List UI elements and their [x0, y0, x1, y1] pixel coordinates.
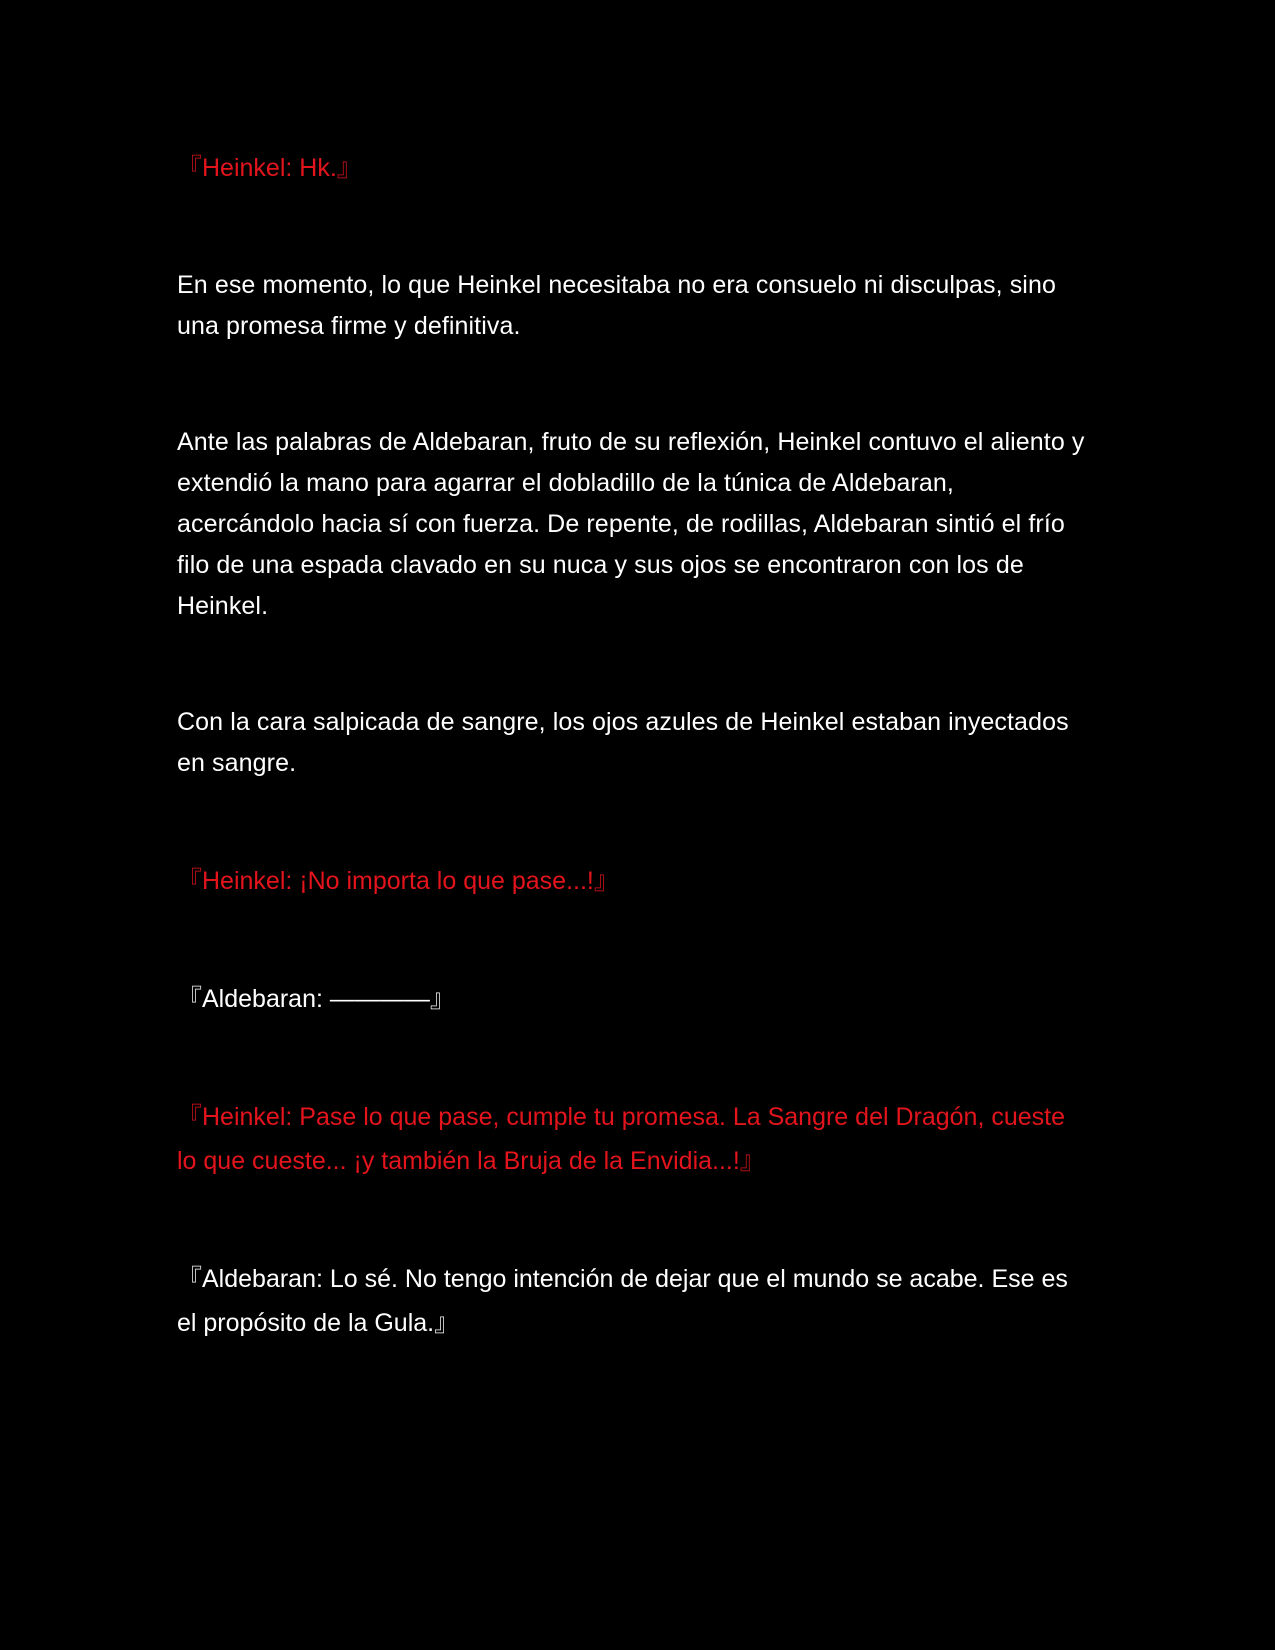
dialogue-heinkel-1: 『Heinkel: Hk.』 — [177, 154, 362, 182]
narration-paragraph-1: En ese momento, lo que Heinkel necesitaba no era consuelo ni disculpas, sino una promesa firme y definitiva. — [177, 271, 1056, 340]
dialogue-aldebaran-1: 『Aldebaran: ————』 — [177, 985, 455, 1013]
narration-paragraph-3: Con la cara salpicada de sangre, los ojos azules de Heinkel estaban inyectados en sangre. — [177, 708, 1069, 777]
dialogue-heinkel-2: 『Heinkel: ¡No importa lo que pase...!』 — [177, 867, 619, 895]
narration-paragraph-2: Ante las palabras de Aldebaran, fruto de su reflexión, Heinkel contuvo el aliento y extendió la mano para agarrar el dobladillo de la túnica de Aldebaran, acercándolo hacia sí con fuerza. De repente, de rodillas, Aldebaran sintió el frío filo de una espada clavado en su nuca y sus ojos se encontraron con los de Heinkel. — [177, 428, 1085, 620]
document-page — [177, 0, 1087, 1650]
dialogue-aldebaran-2: 『Aldebaran: Lo sé. No tengo intención de dejar que el mundo se acabe. Ese es el propósito de la Gula.』 — [177, 1265, 1068, 1337]
dialogue-heinkel-3: 『Heinkel: Pase lo que pase, cumple tu promesa. La Sangre del Dragón, cueste lo que cueste... ¡y también la Bruja de la Envidia...!』 — [177, 1103, 1066, 1175]
